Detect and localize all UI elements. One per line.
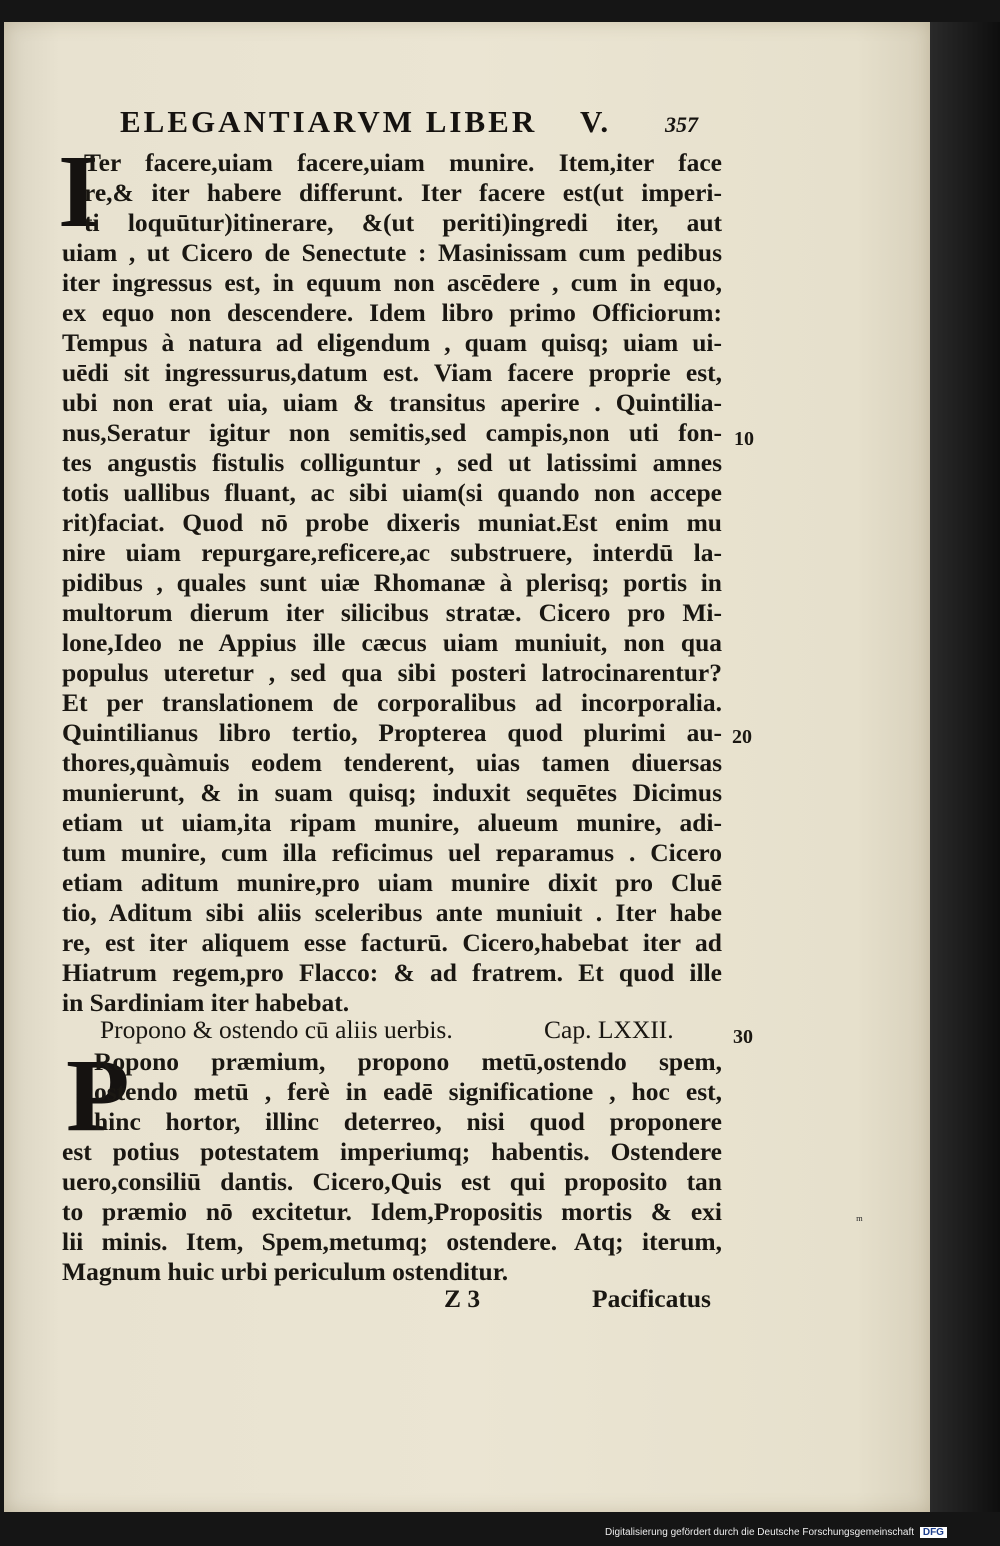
text-line: etiam aditum munire,pro uiam munire dixit pro Cluē [62, 868, 722, 897]
dfg-logo: DFG [920, 1527, 947, 1538]
page-edge-shadow [930, 22, 1000, 1512]
chapter-number: Cap. LXXII. [544, 1015, 674, 1044]
dropcap-i: I [58, 134, 99, 249]
credit-text: Digitalisierung gefördert durch die Deutsche Forschungsgemeinschaft [605, 1527, 915, 1538]
text-line: Tempus à natura ad eligendum , quam quisq; uiam ui- [62, 328, 722, 357]
text-line: ostendo metū , ferè in eadē significatione , hoc est, [94, 1077, 722, 1106]
text-line: Et per translationem de corporalibus ad incorporalia. [62, 688, 722, 717]
digitization-credit [605, 1527, 947, 1538]
chapter-heading [100, 1015, 730, 1047]
text-line: tio, Aditum sibi aliis sceleribus ante muniuit . Iter habe [62, 898, 722, 927]
text-line: est potius potestatem imperiumq; habentis. Ostendere [62, 1137, 722, 1166]
margin-line-number-10: 10 [734, 428, 754, 450]
margin-line-number-30: 30 [733, 1026, 753, 1048]
text-line: Quintilianus libro tertio, Propterea quod plurimi au- [62, 718, 722, 747]
signature-mark: Z 3 [444, 1284, 481, 1313]
text-line: in Sardiniam iter habebat. [62, 988, 350, 1017]
text-line: rit)faciat. Quod nō probe dixeris muniat.Est enim mu [62, 508, 722, 537]
text-line: thores,quàmuis eodem tenderent, uias tamen diuersas [62, 748, 722, 777]
folio-number: 357 [665, 112, 698, 137]
text-line: ti loquūtur)itinerare, &(ut periti)ingredi iter, aut [84, 208, 722, 237]
text-line: re,& iter habere differunt. Iter facere est(ut imperi- [84, 178, 722, 207]
text-line: hinc hortor, illinc deterreo, nisi quod proponere [94, 1107, 722, 1136]
text-line: Magnum huic urbi periculum ostenditur. [62, 1257, 509, 1286]
chapter-heading-text: Propono & ostendo cū aliis uerbis. [100, 1015, 453, 1044]
text-line: nus,Seratur igitur non semitis,sed campis,non uti fon- [62, 418, 722, 447]
text-line: etiam ut uiam,ita ripam munire, alueum munire, adi- [62, 808, 722, 837]
running-head-title: ELEGANTIARVM LIBER [120, 104, 538, 139]
text-line: lii minis. Item, Spem,metumq; ostendere. Atq; iterum, [62, 1227, 722, 1256]
text-line: multorum dierum iter silicibus stratæ. Cicero pro Mi- [62, 598, 722, 627]
catchword: Pacificatus [592, 1284, 711, 1313]
text-line: nire uiam repurgare,reficere,ac substruere, interdū la- [62, 538, 722, 567]
text-line: tum munire, cum illa reficimus uel reparamus . Cicero [62, 838, 722, 867]
text-line: munierunt, & in suam quisq; induxit sequētes Dicimus [62, 778, 722, 807]
text-line: totis uallibus fluant, ac sibi uiam(si quando non accepe [62, 478, 722, 507]
margin-mark: ᵐ [856, 1214, 863, 1229]
text-line: iter ingressus est, in equum non ascēdere , cum in equo, [62, 268, 722, 297]
text-line: uēdi sit ingressurus,datum est. Viam facere proprie est, [62, 358, 722, 387]
text-line: ex equo non descendere. Idem libro primo Officiorum: [62, 298, 722, 327]
text-line: tes angustis fistulis colliguntur , sed ut latissimi amnes [62, 448, 722, 477]
text-line: uiam , ut Cicero de Senectute : Masinissam cum pedibus [62, 238, 722, 267]
running-head [120, 104, 720, 144]
text-line: ubi non erat uia, uiam & transitus aperire . Quintilia- [62, 388, 722, 417]
running-head-book-number: V. [580, 104, 611, 139]
text-line: re, est iter aliquem esse facturū. Cicero,habebat iter ad [62, 928, 722, 957]
dropcap-p: P [66, 1038, 130, 1153]
text-line: populus uteretur , sed qua sibi posteri latrocinarentur? [62, 658, 722, 687]
margin-line-number-20: 20 [732, 726, 752, 748]
text-line: Ter facere,uiam facere,uiam munire. Item,iter face [84, 148, 722, 177]
text-line: lone,Ideo ne Appius ille cæcus uiam muniuit, non qua [62, 628, 722, 657]
text-line: to præmio nō excitetur. Idem,Propositis mortis & exi [62, 1197, 722, 1226]
text-line: Ropono præmium, propono metū,ostendo spem, [94, 1047, 722, 1076]
text-line: pidibus , quales sunt uiæ Rhomanæ à plerisq; portis in [62, 568, 722, 597]
text-line: Hiatrum regem,pro Flacco: & ad fratrem. Et quod ille [62, 958, 722, 987]
text-line: uero,consiliū dantis. Cicero,Quis est qui proposito tan [62, 1167, 722, 1196]
